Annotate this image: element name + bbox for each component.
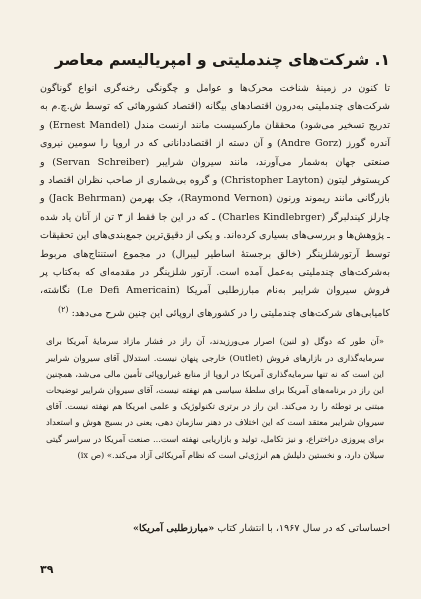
block-quote: «آن طور که دوگل (و لنین) اصرار می‌ورزیدند، آن راز در فشار مازاد سرمایهٔ آمریکا برای سرمایه‌گذاری در بازارهای فروش (Outlet) خارجی پنهان نیست. استدلال آقای سیروان شرایبر این است که نه تنها سرمایه‌گذاری آمریکا در اروپا از منابع غیراروپائی تأمین مالی می‌شد، همچنین این راز در برنامه‌های آمریکا برای سلطهٔ سیاسی هم نهفته نیست، آقای سیروان شرایبر توضیحات مبتنی بر توطئه را رد می‌کند. این راز در برتری تکنولوژیک و علمی امریکا هم نهفته نیست. آقای سیروان شرایبر معتقد است که این اختلاف در دهنر سازمان دهی، یعنی در بسیج هوش و استعداد برای پیروزی دراختراع، و نیز تکامل، تولید و بازاریابی نهفته است... صنعت آمریکا در سراسر گیتی سیلان دارد، و نخستین دلیلش هم انرژی‌ئی است که نظام آمریکائی آزاد می‌کند.» (ص ix)	[46, 336, 385, 460]
paragraph-text: تا کنون در زمینهٔ شناخت محرک‌ها و عوامل و چگونگی رخنه‌گری انواع گوناگون شرکت‌های چندملیتی به‌درون اقتصادهای بیگانه (اقتصاد کشورهائی که توسط ش.چ.م به تدریج تسخیر می‌شود) محققان مارکسیست مانند ارنست مندل (Ernest Mandel) و آندره گورز (Andre Gorz) و آن دسته از اقتصاددانانی که در اروپا را سومین نیروی صنعتی جهان به‌شمار می‌آورند، مانند سیروان شرایبر (Servan Schreiber) و کریستوفر لیتون (Christopher Layton) و گروه بی‌شماری از صاحب نظران اقتصاد و بازرگانی مانند ریموند ورنون (Raymond Vernon)، جک بهرمن (Jack Behrman) و چارلز کیندلبرگر (Charles Kindlebrger) ـ که در این جا فقط از ۳ تن از آنان یاد شده ـ پژوهش‌ها و بررسی‌های بسیاری کرده‌اند. و یکی از دقیق‌ترین جمع‌بندی‌های این تحقیقات توسط آرتورشلزینگر (خالق برجستهٔ اساطیر لیبرال) در مجموع استنتاج‌های مربوط به‌شرکت‌های چندملیتی به‌عمل آمده است. آرتور شلزینگر در مقدمه‌ای که به‌کتاب پر فروش سیروان شرایبر به‌نام مبارزطلبی آمریکا (Le Defi Americain) نگاشته، کامیابی‌های شرکت‌های چندملیتی را در کشورهای اروپائی این چنین شرح می‌دهد:	[40, 83, 391, 320]
page-number: ۳۹	[40, 563, 54, 576]
continuation-text: احساساتی که در سال ۱۹۶۷، با انتشار کتاب	[214, 523, 390, 534]
page-body	[40, 40, 390, 463]
footnote-mark: (۲)	[57, 304, 69, 314]
continuation-paragraph	[40, 520, 390, 539]
body-paragraph	[40, 80, 390, 323]
section-heading: ۱. شرکت‌های چندملیتی و امپریالیسم معاصر	[54, 51, 390, 69]
book-title: «مبارزطلبی آمریکا»	[133, 523, 215, 534]
